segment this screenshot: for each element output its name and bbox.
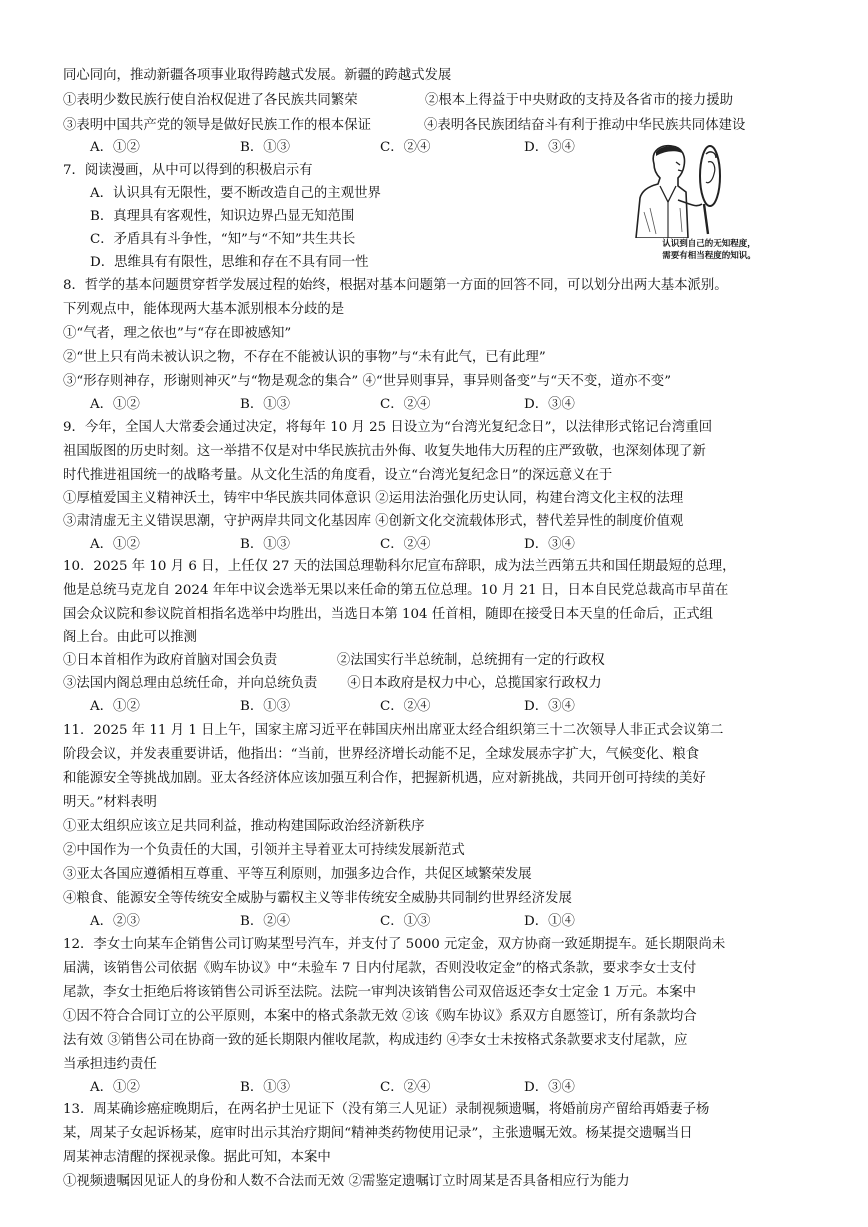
q10-option-c[interactable]: C．②④ — [380, 699, 431, 714]
q8-option-b[interactable]: B．①③ — [240, 397, 291, 412]
q11-option-b[interactable]: B．②④ — [240, 914, 291, 929]
cartoon-illustration — [616, 142, 802, 238]
q8-statement-2: ②“世上只有尚未被认识之物，不存在不能被认识的事物”与“未有此气，已有此理” — [63, 350, 546, 365]
cartoon-caption-line-2: 需要有相当程度的知识。 — [662, 251, 756, 261]
q9-option-b[interactable]: B．①③ — [240, 537, 291, 552]
q6-option-a[interactable]: A．①② — [90, 140, 140, 155]
q12-options — [90, 1078, 650, 1098]
q12-stem-line-2: 届满，该销售公司依据《购车协议》中“未验车 7 日内付尾款，否则没收定金”的格式条款，要求李女士支付 — [63, 961, 697, 976]
q9-stem-line-1: 9．今年，全国人大常委会通过决定，将每年 10 月 25 日设立为“台湾光复纪念日”，以法律形式铭记台湾重回 — [63, 420, 713, 435]
q12-option-b[interactable]: B．①③ — [240, 1080, 291, 1095]
q10-stem-line-3: 国会众议院和参议院首相指名选举中均胜出，当选日本第 104 任首相，随即在接受日本天皇的任命后，正式组 — [63, 607, 714, 622]
q6-statement-1: ①表明少数民族行使自治权促进了各民族共同繁荣 — [63, 93, 358, 108]
q11-statement-2: ②中国作为一个负责任的大国，引领并主导着亚太可持续发展新范式 — [63, 843, 465, 858]
q11-statement-3: ③亚太各国应遵循相互尊重、平等互利原则，加强多边合作，共促区域繁荣发展 — [63, 867, 532, 882]
q6-statement-4: ④表明各民族团结奋斗有利于推动中华民族共同体建设 — [424, 118, 746, 133]
q12-option-c[interactable]: C．②④ — [380, 1080, 431, 1095]
q10-option-a[interactable]: A．①② — [90, 699, 140, 714]
q6-option-d[interactable]: D．③④ — [524, 140, 575, 155]
q10-stem-line-2: 他是总统马克龙自 2024 年年中议会选举无果以来任命的第五位总理。10 月 21 日，日本自民党总裁高市早苗在 — [63, 583, 729, 598]
q12-statements-line-1: ①因不符合合同订立的公平原则，本案中的格式条款无效 ②该《购车协议》系双方自愿签订，所有条款均合 — [63, 1009, 697, 1024]
cartoon-caption — [616, 238, 802, 262]
q7-stem: 7．阅读漫画，从中可以得到的积极启示有 — [63, 163, 313, 178]
q12-statements-line-3: 当承担违约责任 — [63, 1057, 157, 1072]
q7-option-d[interactable]: D．思维具有有限性，思维和存在不具有同一性 — [90, 255, 369, 270]
q7-option-a[interactable]: A．认识具有无限性，要不断改造自己的主观世界 — [90, 186, 381, 201]
q11-statement-4: ④粮食、能源安全等传统安全威胁与霸权主义等非传统安全威胁共同制约世界经济发展 — [63, 891, 572, 906]
q9-stem-line-2: 祖国版图的历史时刻。这一举措不仅是对中华民族抗击外侮、收复失地伟大历程的庄严致敬，也深刻体现了新 — [63, 444, 706, 459]
q7-option-b[interactable]: B．真理具有客观性，知识边界凸显无知范围 — [90, 209, 355, 224]
q9-option-c[interactable]: C．②④ — [380, 537, 431, 552]
q10-stem-line-1: 10．2025 年 10 月 6 日，上任仅 27 天的法国总理勒科尔尼宣布辞职，成为法兰西第五共和国任期最短的总理， — [63, 559, 736, 574]
q6-option-c[interactable]: C．②④ — [380, 140, 431, 155]
q9-stem-line-3: 时代推进祖国统一的战略考量。从文化生活的角度看，设立“台湾光复纪念日”的深远意义在于 — [63, 468, 613, 483]
q11-stem-line-2: 阶段会议，并发表重要讲话，他指出：“当前，世界经济增长动能不足，全球发展赤字扩大，气候变化、粮食 — [63, 747, 700, 762]
q10-options — [90, 697, 650, 717]
q11-options — [90, 912, 650, 932]
q6-stem: 同心同向，推动新疆各项事业取得跨越式发展。新疆的跨越式发展 — [63, 68, 452, 83]
q8-option-d[interactable]: D．③④ — [524, 397, 575, 412]
q9-statements-1-2: ①厚植爱国主义精神沃土，铸牢中华民族共同体意识 ②运用法治强化历史认同，构建台湾文化主权的法理 — [63, 491, 684, 506]
q11-option-c[interactable]: C．①③ — [380, 914, 431, 929]
q8-options — [90, 395, 650, 415]
q8-statement-3-4: ③“形存则神存，形谢则神灭”与“物是观念的集合” ④“世异则事异，事异则备变”与“天不变，道亦不变” — [63, 374, 672, 389]
q11-statement-1: ①亚太组织应该立足共同利益，推动构建国际政治经济新秩序 — [63, 819, 425, 834]
q10-statements-3-4: ③法国内阁总理由总统任命，并向总统负责 ④日本政府是权力中心，总揽国家行政权力 — [63, 676, 602, 691]
q13-stem-line-2: 某，周某子女起诉杨某，庭审时出示其治疗期间“精神类药物使用记录”，主张遗嘱无效。杨某提交遗嘱当日 — [63, 1126, 693, 1141]
q10-stem-line-4: 阁上台。由此可以推测 — [63, 630, 197, 645]
q10-option-d[interactable]: D．③④ — [524, 699, 575, 714]
q6-options — [90, 138, 650, 158]
q9-option-a[interactable]: A．①② — [90, 537, 140, 552]
q13-stem-line-3: 周某神志清醒的探视录像。据此可知，本案中 — [63, 1150, 331, 1165]
q6-option-b[interactable]: B．①③ — [240, 140, 291, 155]
cartoon-caption-line-1: 认识到自己的无知程度， — [662, 239, 756, 249]
q6-statement-2: ②根本上得益于中央财政的支持及各省市的接力援助 — [425, 93, 733, 108]
q9-options — [90, 535, 650, 555]
q12-option-d[interactable]: D．③④ — [524, 1080, 575, 1095]
q11-stem-line-1: 11．2025 年 11 月 1 日上午，国家主席习近平在韩国庆州出席亚太经合组织第三十二次领导人非正式会议第二 — [63, 723, 724, 738]
q8-statement-1: ①“气者，理之依也”与“存在即被感知” — [63, 326, 292, 341]
q11-option-d[interactable]: D．①④ — [524, 914, 575, 929]
q11-option-a[interactable]: A．②③ — [90, 914, 140, 929]
q7-option-c[interactable]: C．矛盾具有斗争性，“知”与“不知”共生共长 — [90, 232, 356, 247]
q10-option-b[interactable]: B．①③ — [240, 699, 291, 714]
q12-option-a[interactable]: A．①② — [90, 1080, 140, 1095]
q12-stem-line-1: 12．李女士向某车企销售公司订购某型号汽车，并支付了 5000 元定金，双方协商一致延期提车。延长期限尚未 — [63, 937, 726, 952]
q13-stem-line-1: 13．周某确诊癌症晚期后，在两名护士见证下（没有第三人见证）录制视频遗嘱，将婚前房产留给再婚妻子杨 — [63, 1102, 710, 1117]
q8-stem-line-2: 下列观点中，能体现两大基本派别根本分歧的是 — [63, 302, 345, 317]
q11-stem-line-4: 明天。”材料表明 — [63, 795, 157, 810]
q12-stem-line-3: 尾款，李女士拒绝后将该销售公司诉至法院。法院一审判决该销售公司双倍返还李女士定金 1 万元。本案中 — [63, 985, 696, 1000]
q9-option-d[interactable]: D．③④ — [524, 537, 575, 552]
q8-option-a[interactable]: A．①② — [90, 397, 140, 412]
q10-statements-1-2: ①日本首相作为政府首脑对国会负责 ②法国实行半总统制，总统拥有一定的行政权 — [63, 653, 605, 668]
q13-statements-1-2: ①视频遗嘱因见证人的身份和人数不合法而无效 ②需鉴定遗嘱订立时周某是否具备相应行为能力 — [63, 1174, 630, 1189]
q6-statement-3: ③表明中国共产党的领导是做好民族工作的根本保证 — [63, 118, 371, 133]
q11-stem-line-3: 和能源安全等挑战加剧。亚太各经济体应该加强互利合作，把握新机遇，应对新挑战，共同开创可持续的美好 — [63, 771, 706, 786]
q8-stem-line-1: 8．哲学的基本问题贯穿哲学发展过程的始终，根据对基本问题第一方面的回答不同，可以划分出两大基本派别。 — [63, 278, 728, 293]
q7-cartoon — [616, 142, 802, 266]
q12-statements-line-2: 法有效 ③销售公司在协商一致的延长期限内催收尾款，构成违约 ④李女士未按格式条款要求支付尾款，应 — [63, 1033, 688, 1048]
q9-statements-3-4: ③肃清虚无主义错误思潮，守护两岸共同文化基因库 ④创新文化交流载体形式，替代差异性的制度价值观 — [63, 514, 684, 529]
q8-option-c[interactable]: C．②④ — [380, 397, 431, 412]
